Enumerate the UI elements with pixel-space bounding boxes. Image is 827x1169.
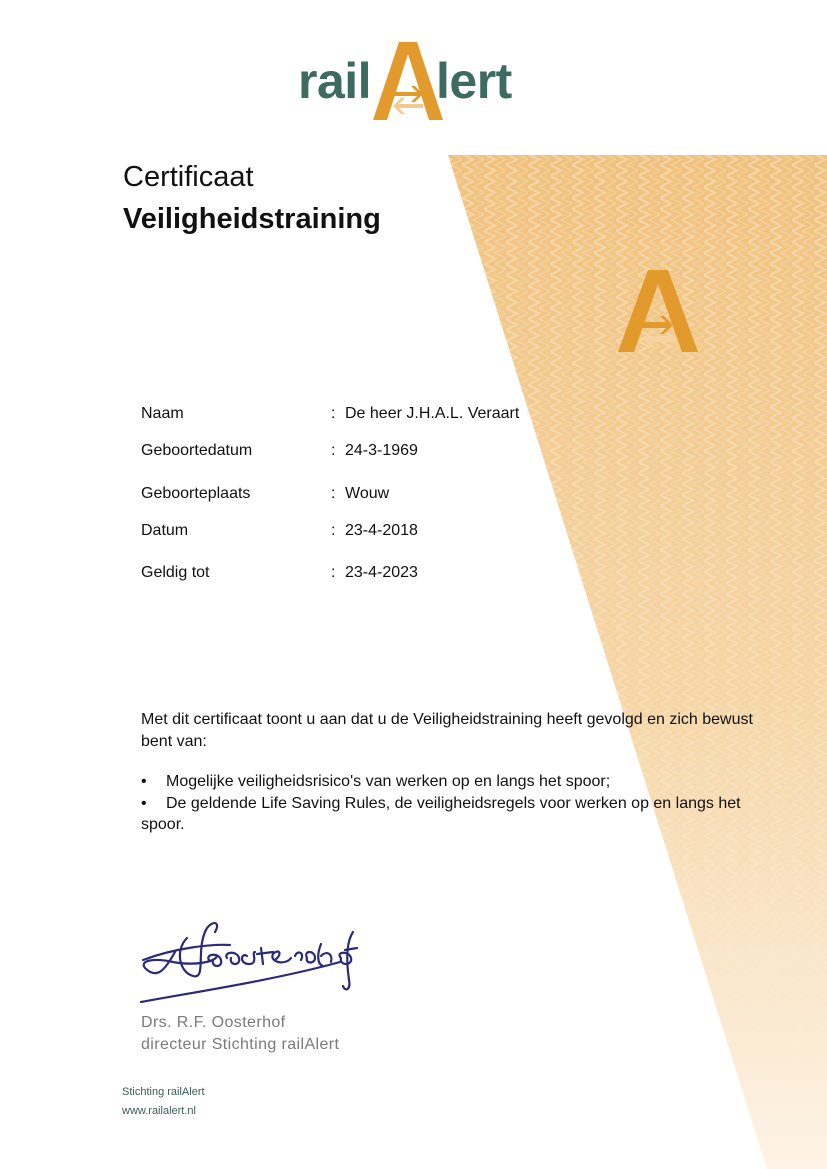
bullet-icon: • xyxy=(141,773,147,790)
list-item xyxy=(141,793,766,836)
field-separator: : xyxy=(331,522,336,539)
field-label-geldig-tot: Geldig tot xyxy=(141,564,210,581)
signatory-name: Drs. R.F. Oosterhof xyxy=(141,1014,286,1031)
awareness-list xyxy=(141,771,766,836)
logo-word-lert: lert xyxy=(436,53,512,109)
field-separator: : xyxy=(331,564,336,581)
railalert-logo xyxy=(298,42,538,122)
certificate-statement: Met dit certificaat toont u aan dat u de Veiligheidstraining heeft gevolgd en zich bewust bent van: xyxy=(141,711,753,750)
field-value-datum: 23-4-2018 xyxy=(345,522,418,539)
railalert-a-arrows-icon xyxy=(373,42,443,120)
footer-website: www.railalert.nl xyxy=(122,1105,196,1117)
railalert-watermark-icon xyxy=(618,270,698,352)
handwritten-signature xyxy=(135,910,360,1010)
bullet-icon: • xyxy=(141,794,147,812)
list-item xyxy=(141,771,766,793)
logo-word-rail: rail xyxy=(298,53,372,109)
field-value-naam: De heer J.H.A.L. Veraart xyxy=(345,405,520,422)
certificate-subtitle: Veiligheidstraining xyxy=(123,203,381,235)
list-item-text: De geldende Life Saving Rules, de veiligheidsregels voor werken op en langs het spoor. xyxy=(141,794,741,833)
field-label-datum: Datum xyxy=(141,522,189,539)
field-label-geboortedatum: Geboortedatum xyxy=(141,442,253,459)
footer-organization: Stichting railAlert xyxy=(122,1086,205,1098)
field-separator: : xyxy=(331,442,336,459)
field-value-geldig-tot: 23-4-2023 xyxy=(345,564,418,581)
field-label-naam: Naam xyxy=(141,405,184,422)
field-value-geboortedatum: 24-3-1969 xyxy=(345,442,418,459)
list-item-text: Mogelijke veiligheidsrisico's van werken op en langs het spoor; xyxy=(166,773,611,790)
field-value-geboorteplaats: Wouw xyxy=(345,485,390,502)
certificate-title: Certificaat xyxy=(123,161,254,193)
field-separator: : xyxy=(331,405,336,422)
field-label-geboorteplaats: Geboorteplaats xyxy=(141,485,251,502)
field-separator: : xyxy=(331,485,336,502)
signatory-role: directeur Stichting railAlert xyxy=(141,1036,340,1053)
